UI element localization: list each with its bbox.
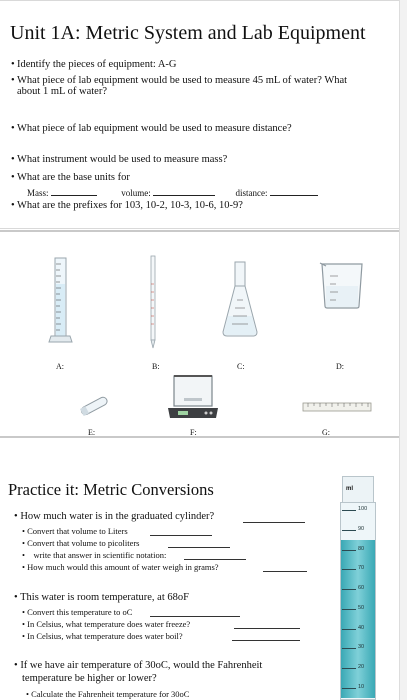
cylinder-tick-label: 40	[358, 624, 365, 631]
cylinder-tick-label: 10	[358, 684, 365, 690]
q1-sub: • Convert that volume to Liters	[22, 526, 128, 536]
slide-title: Unit 1A: Metric System and Lab Equipment	[10, 22, 366, 44]
pipette-icon	[146, 254, 160, 350]
label-b: B:	[152, 362, 160, 371]
answer-line[interactable]	[263, 571, 307, 572]
question-3: • If we have air temperature of 30oC, would the Fahrenheit	[14, 660, 263, 671]
answer-line[interactable]	[243, 522, 305, 523]
volume-blank[interactable]	[153, 186, 215, 196]
cylinder-tick	[342, 569, 356, 570]
cylinder-tick-label: 50	[358, 604, 365, 611]
cylinder-tick	[342, 688, 356, 689]
bullet: • What instrument would be used to measure mass?	[11, 154, 228, 165]
label-g: G:	[322, 428, 330, 437]
answer-line[interactable]	[234, 628, 300, 629]
slide-equipment-images	[0, 230, 400, 438]
q2-sub: • In Celsius, what temperature does water boil?	[22, 631, 183, 641]
bullet: • What are the base units for	[11, 172, 130, 183]
question-3-continuation: temperature be higher or lower?	[22, 673, 157, 684]
cylinder-tick	[342, 668, 356, 669]
label-f: F:	[190, 428, 197, 437]
cylinder-tick-label: 60	[358, 585, 365, 592]
label-d: D:	[336, 362, 344, 371]
cylinder-tick-label: 20	[358, 664, 365, 671]
question-2: • This water is room temperature, at 68oF	[14, 592, 189, 603]
cylinder-tick	[342, 589, 356, 590]
slide-equipment-questions	[0, 0, 400, 229]
test-tube-icon	[76, 394, 116, 416]
answer-line[interactable]	[150, 616, 240, 617]
cylinder-tick-label: 70	[358, 565, 365, 572]
cylinder-tick	[342, 510, 356, 511]
label-e: E:	[88, 428, 96, 437]
cylinder-unit-label: ml	[346, 486, 354, 492]
balance-icon	[166, 372, 220, 420]
label-c: C:	[237, 362, 245, 371]
q1-sub: • Convert that volume to picoliters	[22, 538, 140, 548]
q2-sub: • Convert this temperature to oC	[22, 607, 133, 617]
cylinder-tick	[342, 550, 356, 551]
cylinder-tick-label: 80	[358, 545, 365, 552]
distance-blank[interactable]	[270, 186, 318, 196]
ruler-icon	[302, 402, 372, 412]
erlenmeyer-flask-icon	[220, 260, 260, 340]
q1-sub: • How much would this amount of water weigh in grams?	[22, 562, 219, 572]
slide-practice-conversions	[0, 440, 400, 700]
answer-line[interactable]	[232, 640, 300, 641]
bullet: • Identify the pieces of equipment: A-G	[11, 59, 177, 70]
q1-sub: • write that answer in scientific notation:	[22, 550, 167, 560]
question-1: • How much water is in the graduated cylinder?	[14, 511, 215, 522]
q2-sub: • In Celsius, what temperature does water freeze?	[22, 619, 191, 629]
cylinder-tick	[342, 629, 356, 630]
bullet-continuation: about 1 mL of water?	[17, 86, 107, 97]
bullet: • What piece of lab equipment would be used to measure distance?	[11, 123, 292, 134]
cylinder-tick-label: 100	[358, 506, 368, 512]
water-fill	[341, 540, 375, 698]
answer-line[interactable]	[168, 547, 230, 548]
bullet: • What are the prefixes for 103, 10-2, 10-3, 10-6, 10-9?	[11, 200, 243, 211]
cylinder-tick-label: 90	[358, 525, 365, 532]
base-units-row: Mass: volume: distance:	[27, 186, 318, 199]
scrollbar-track[interactable]	[399, 0, 407, 700]
bullet: • What piece of lab equipment would be used to measure 45 mL of water? What	[11, 75, 348, 86]
mass-blank[interactable]	[51, 186, 97, 196]
cylinder-tick	[342, 530, 356, 531]
cylinder-tick	[342, 648, 356, 649]
label-a: A:	[56, 362, 64, 371]
practice-title: Practice it: Metric Conversions	[8, 480, 214, 499]
cylinder-tick-label: 30	[358, 644, 365, 651]
graduated-cylinder-photo	[336, 476, 382, 700]
answer-line[interactable]	[150, 535, 212, 536]
cylinder-tick	[342, 609, 356, 610]
graduated-cylinder-icon	[48, 254, 76, 346]
beaker-icon	[318, 260, 366, 310]
q3-sub: • Calculate the Fahrenheit temperature for 30oC	[26, 689, 190, 699]
answer-line[interactable]	[184, 559, 246, 560]
